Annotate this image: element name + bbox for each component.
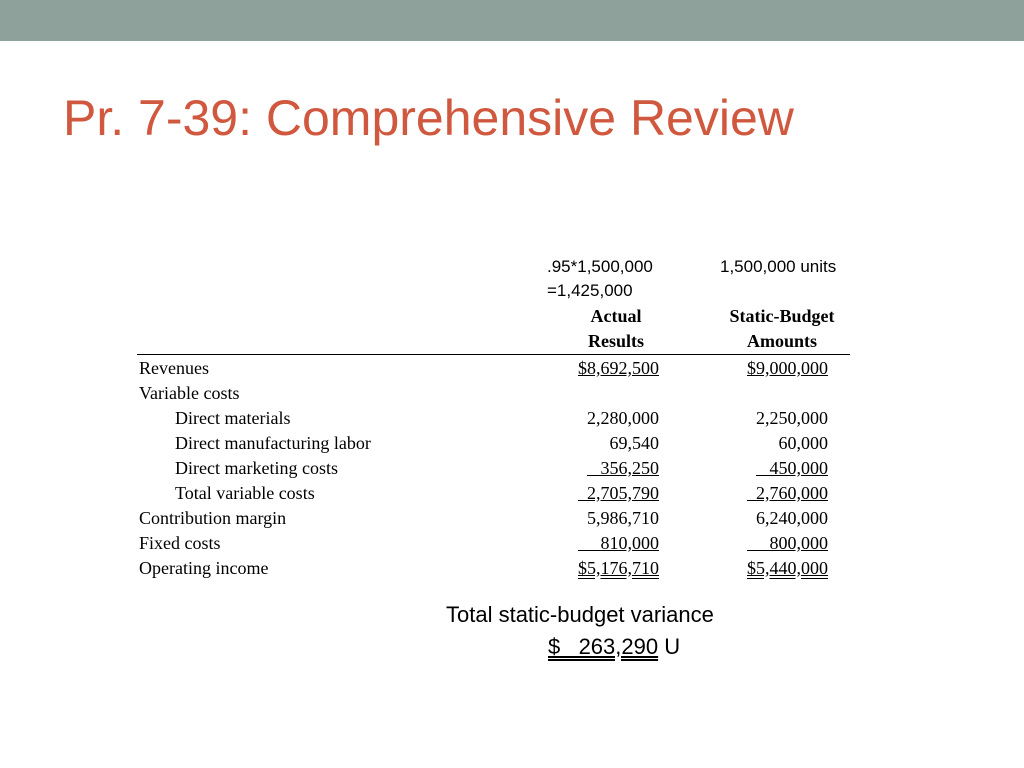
row-label: Revenues xyxy=(139,358,209,378)
budget-header-line1: Static-Budget xyxy=(729,306,835,326)
static-budget-header xyxy=(712,304,852,354)
table-row-direct-marketing xyxy=(0,456,1024,481)
table-row-revenues xyxy=(0,356,1024,381)
variance-amount-line xyxy=(548,631,680,663)
row-label: Fixed costs xyxy=(139,533,221,553)
actual-units-note xyxy=(547,255,653,303)
actual-header-line2: Results xyxy=(587,331,644,351)
actual-value: $5,176,710 xyxy=(578,558,659,578)
table-row-variable-costs xyxy=(0,381,1024,406)
table-row-total-variable xyxy=(0,481,1024,506)
budget-value: $9,000,000 xyxy=(747,358,828,378)
table-row-direct-labor xyxy=(0,431,1024,456)
actual-value: 356,250 xyxy=(587,458,659,478)
budget-value: 6,240,000 xyxy=(756,508,828,528)
actual-value: 2,705,790 xyxy=(578,483,659,503)
budget-units-note: 1,500,000 units xyxy=(720,257,837,276)
budget-header-line2: Amounts xyxy=(746,331,817,351)
table-row-contribution-margin xyxy=(0,506,1024,531)
variance-flag: U xyxy=(664,634,681,659)
slide-title: Pr. 7-39: Comprehensive Review xyxy=(63,90,794,146)
budget-value: 2,250,000 xyxy=(756,408,828,428)
row-label: Direct materials xyxy=(175,408,291,428)
actual-header-line1: Actual xyxy=(590,306,642,326)
variance-amount: $ 263,290 xyxy=(548,634,659,659)
actual-value: 5,986,710 xyxy=(587,508,659,528)
actual-results-header xyxy=(556,304,676,354)
variance-label: Total static-budget variance xyxy=(446,602,714,627)
row-label: Direct marketing costs xyxy=(175,458,338,478)
row-label: Total variable costs xyxy=(175,483,315,503)
actual-value: 69,540 xyxy=(609,433,659,453)
budget-value: $5,440,000 xyxy=(747,558,828,578)
actual-value: 2,280,000 xyxy=(587,408,659,428)
row-label: Operating income xyxy=(139,558,269,578)
actual-value: $8,692,500 xyxy=(578,358,659,378)
budget-value: 800,000 xyxy=(747,533,828,553)
table-row-direct-materials xyxy=(0,406,1024,431)
header-rule xyxy=(137,354,850,355)
budget-value: 450,000 xyxy=(756,458,828,478)
top-band xyxy=(0,0,1024,41)
budget-value: 2,760,000 xyxy=(747,483,828,503)
budget-value: 60,000 xyxy=(778,433,828,453)
row-label: Variable costs xyxy=(139,383,240,403)
actual-value: 810,000 xyxy=(578,533,659,553)
row-label: Contribution margin xyxy=(139,508,287,528)
table-row-operating-income xyxy=(0,556,1024,581)
actual-units-result: =1,425,000 xyxy=(547,281,633,300)
actual-units-formula: .95*1,500,000 xyxy=(547,257,653,276)
table-row-fixed-costs xyxy=(0,531,1024,556)
row-label: Direct manufacturing labor xyxy=(175,433,371,453)
